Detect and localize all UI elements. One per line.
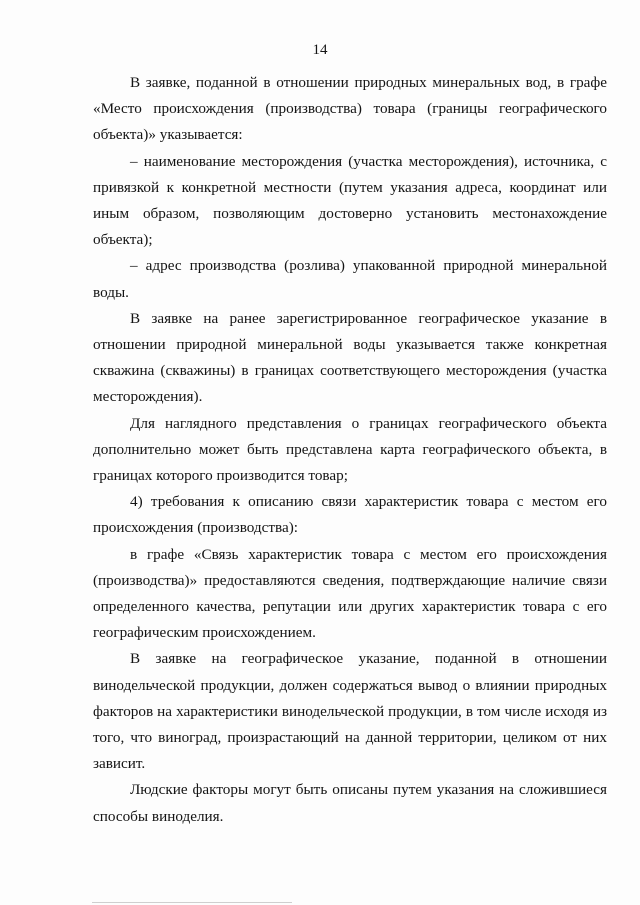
- paragraph-map: Для наглядного представления о границах географического объекта дополнительно может быть представлена карта географического объекта, в границах которого производится товар;: [93, 414, 607, 485]
- paragraph-deposit-name: – наименование месторождения (участка месторождения), источника, с привязкой к конкретной местности (путем указания адреса, координат или иным образом, позволяющим достоверно установить местонахождение объекта);: [93, 152, 607, 249]
- paragraph-registered-indication: В заявке на ранее зарегистрированное географическое указание в отношении природной минеральной воды указывается также конкретная скважина (скважины) в границах соответствующего месторождения (участка месторождения).: [93, 309, 607, 406]
- paragraph-link-characteristics: в графе «Связь характеристик товара с местом его происхождения (производства)» предоставляются сведения, подтверждающие наличие связи определенного качества, репутации или других характеристик товара с его географическим происхождением.: [93, 545, 607, 642]
- bottom-divider: [92, 902, 292, 903]
- paragraph-requirement-4: 4) требования к описанию связи характеристик товара с местом его происхождения (производства):: [93, 493, 607, 537]
- paragraph-mineral-water-place: В заявке, поданной в отношении природных минеральных вод, в графе «Место происхождения (производства) товара (границы географического объекта)» указывается:: [93, 74, 607, 144]
- paragraph-human-factors: Людские факторы могут быть описаны путем указания на сложившиеся способы виноделия.: [93, 781, 607, 825]
- paragraph-production-address: – адрес производства (розлива) упакованной природной минеральной воды.: [93, 257, 607, 301]
- paragraph-wine-products: В заявке на географическое указание, поданной в отношении винодельческой продукции, должен содержаться вывод о влиянии природных факторов на характеристики винодельческой продукции, в том числе исходя из того, что виноград, произрастающий на данной территории, целиком от них зависит.: [93, 650, 607, 773]
- document-body: [93, 70, 607, 830]
- page-number: 14: [312, 42, 328, 58]
